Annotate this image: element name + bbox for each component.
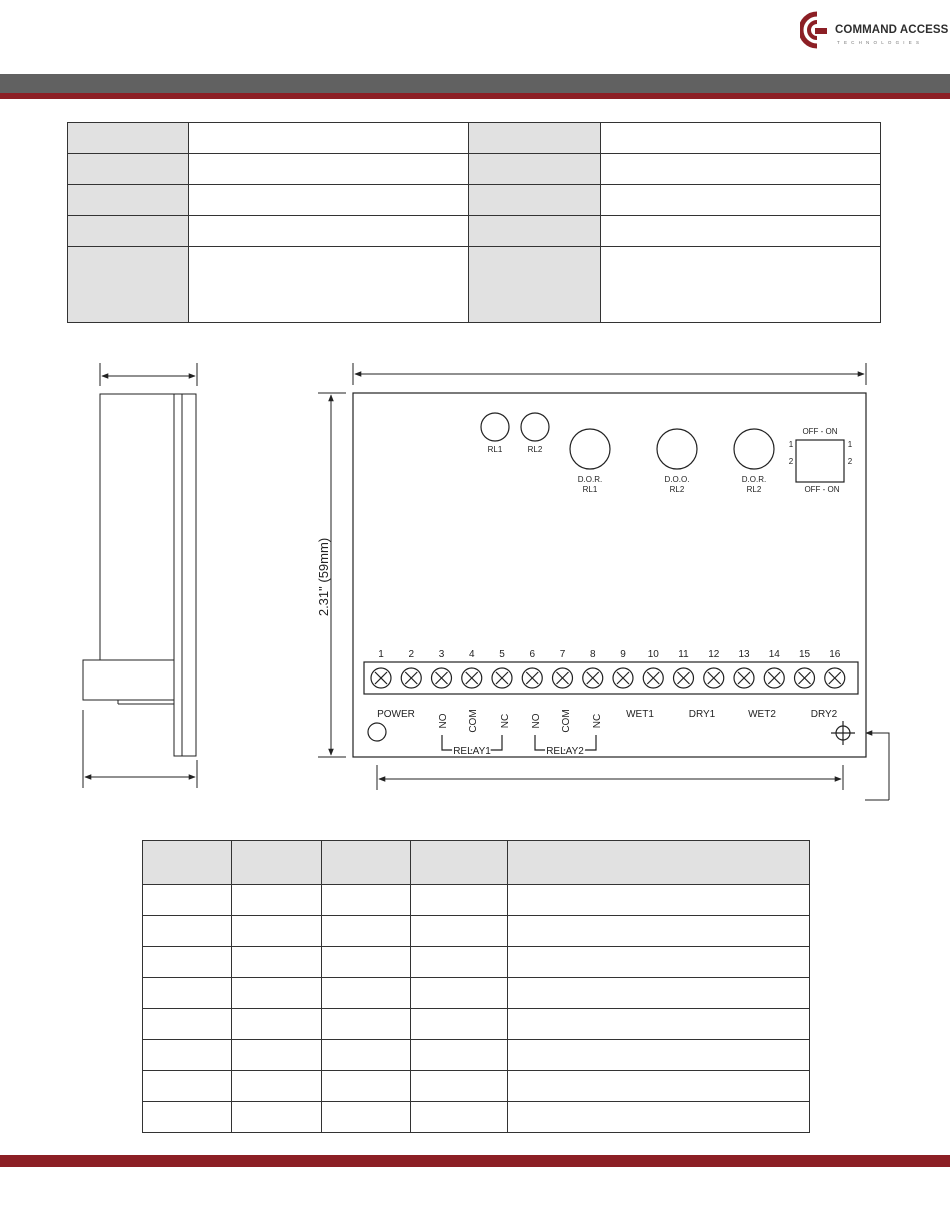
table-row	[143, 1102, 810, 1133]
terminal-number: 8	[589, 649, 596, 660]
dip-switch-top-label: OFF - ON	[802, 427, 838, 436]
terminal-number: 6	[529, 649, 536, 660]
terminal-number: 12	[708, 649, 720, 660]
status-led-label-line1: D.O.R.	[741, 475, 767, 484]
terminal-screw-icon	[643, 668, 663, 688]
relay1-pin-label: COM	[468, 709, 479, 733]
status-led	[657, 429, 697, 469]
terminal-group-label: DRY2	[810, 709, 838, 720]
table-row	[143, 1071, 810, 1102]
terminal-number: 7	[559, 649, 566, 660]
terminal-number: 10	[647, 649, 659, 660]
brand-subtitle: TECHNOLOGIES	[837, 40, 924, 45]
dip-switch-left-1: 1	[788, 440, 794, 449]
brand-name: COMMAND ACCESS	[835, 24, 949, 36]
dip-switch-bottom-label: OFF - ON	[804, 485, 840, 494]
terminal-screw-icon	[492, 668, 512, 688]
status-led-label-line1: D.O.R.	[577, 475, 603, 484]
terminal-number: 3	[438, 649, 445, 660]
relay-led	[481, 413, 509, 441]
terminal-number: 1	[378, 649, 384, 660]
terminal-number: 4	[468, 649, 475, 660]
power-label: POWER	[377, 709, 415, 720]
table-row	[143, 1009, 810, 1040]
status-led	[734, 429, 774, 469]
terminal-number: 9	[620, 649, 626, 660]
terminal-number: 16	[829, 649, 841, 660]
terminal-screw-icon	[553, 668, 573, 688]
dip-switch-body	[796, 440, 844, 482]
terminal-group-label: WET2	[748, 709, 776, 720]
front-view	[316, 363, 889, 800]
footer-band	[0, 1155, 950, 1167]
terminal-screw-icon	[613, 668, 633, 688]
height-dimension-label: 2.31" (59mm)	[316, 537, 331, 617]
terminal-number: 11	[678, 649, 689, 660]
relay2-label: RELAY2	[546, 746, 584, 757]
status-led-label-line1: D.O.O.	[664, 475, 690, 484]
relay1-label: RELAY1	[453, 746, 491, 757]
status-led-label-line2: RL1	[582, 485, 598, 494]
table-row	[143, 1040, 810, 1071]
dip-switch-left-2: 2	[788, 457, 794, 466]
table-header-row	[143, 841, 810, 885]
table-row	[143, 885, 810, 916]
terminal-screw-icon	[462, 668, 482, 688]
relay1-pin-label: NO	[438, 713, 449, 729]
status-led-label-line2: RL2	[669, 485, 685, 494]
terminal-group-label: WET1	[626, 709, 654, 720]
mounting-hole-callout-arrow	[866, 733, 889, 800]
terminal-screw-icon	[795, 668, 815, 688]
terminal-number: 14	[768, 649, 780, 660]
terminal-screw-icon	[522, 668, 542, 688]
status-led	[570, 429, 610, 469]
terminal-screw-icon	[764, 668, 784, 688]
relay-led-label: RL2	[527, 445, 543, 454]
table-row	[143, 947, 810, 978]
relay2-pin-label: COM	[561, 709, 572, 733]
terminal-number: 15	[798, 649, 811, 660]
terminal-group-label: DRY1	[688, 709, 716, 720]
relay2-pin-label: NC	[592, 713, 603, 729]
terminal-screw-icon	[734, 668, 754, 688]
table-row	[143, 916, 810, 947]
terminal-table	[142, 840, 810, 1133]
terminal-number: 13	[738, 649, 750, 660]
terminal-screw-icon	[825, 668, 845, 688]
table-row	[143, 978, 810, 1009]
dip-switch-right-2: 2	[847, 457, 853, 466]
terminal-number: 5	[499, 649, 505, 660]
terminal-number: 2	[408, 649, 415, 660]
dip-switch-right-1: 1	[847, 440, 853, 449]
terminal-screw-icon	[583, 668, 603, 688]
relay-led-label: RL1	[487, 445, 503, 454]
side-view	[83, 363, 197, 788]
terminal-screw-icon	[704, 668, 724, 688]
terminal-screw-icon	[674, 668, 694, 688]
power-led	[368, 723, 386, 741]
terminal-screw-icon	[371, 668, 391, 688]
relay1-pin-label: NC	[500, 713, 511, 729]
terminal-screw-icon	[432, 668, 452, 688]
relay2-pin-label: NO	[531, 713, 542, 729]
status-led-label-line2: RL2	[746, 485, 762, 494]
relay-led	[521, 413, 549, 441]
terminal-screw-icon	[401, 668, 421, 688]
